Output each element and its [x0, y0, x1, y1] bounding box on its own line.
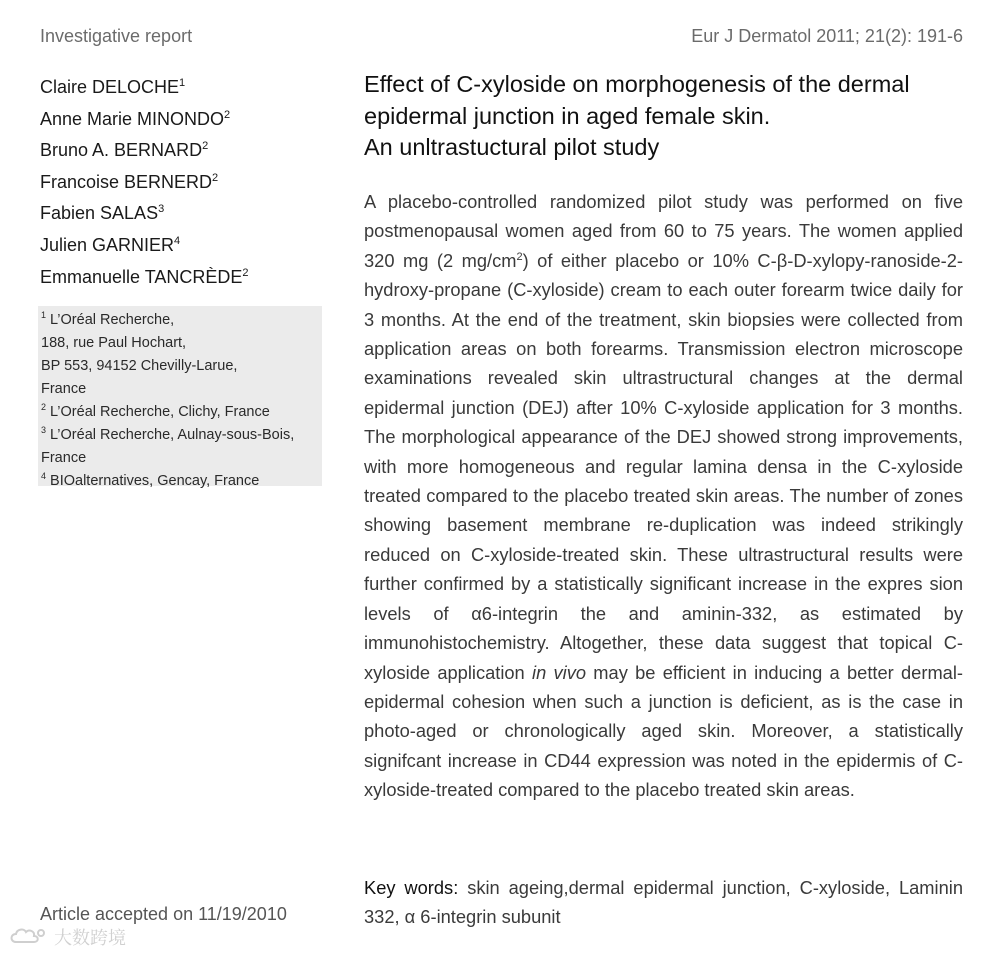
title-line: epidermal junction in aged female skin. — [364, 102, 771, 129]
keywords-text: skin ageing,dermal epidermal junction, C-xyloside, Laminin 332, α 6-integrin subunit — [364, 877, 963, 927]
affiliation-line: 188, rue Paul Hochart, — [41, 335, 187, 351]
affiliation-line: France — [41, 450, 87, 466]
accepted-date: Article accepted on 11/19/2010 — [40, 904, 287, 924]
author: Emmanuelle TANCRÈDE$^2$ — [40, 266, 249, 287]
article-title — [364, 69, 964, 164]
affiliation-line: $^4$ BIOalternatives, Gencay, France — [41, 471, 260, 489]
affiliations-box — [38, 306, 322, 489]
affiliation-line: $^3$ L’Oréal Recherche, Aulnay-sous-Bois, — [41, 425, 295, 443]
title-line: An unltrastuctural pilot study — [364, 134, 660, 160]
title-line: Effect of C-xyloside on morphogenesis of the dermal — [364, 71, 910, 97]
watermark — [8, 924, 126, 950]
section-label: Investigative report — [40, 26, 193, 46]
author: Julien GARNIER$^4$ — [40, 234, 181, 255]
author: Claire DELOCHE$^1$ — [40, 77, 186, 97]
author: Francoise BERNERD$^2$ — [40, 171, 219, 192]
author: Fabien SALAS$^3$ — [40, 203, 165, 224]
author: Bruno A. BERNARD$^2$ — [40, 140, 209, 161]
keywords-label: Key words: — [364, 877, 459, 898]
affiliation-line: $^1$ L’Oréal Recherche, — [41, 310, 175, 328]
abstract: A placebo-controlled randomized pilot study was performed on five postmenopausal women aged from 60 to 75 years. The women applied 320 mg (2 $mg/cm^2$) of either placebo or 10% C-β-D-xylopy-ranoside-2-hydroxy-propane (C-xyloside) cream to each outer forearm twice daily for 3 months. At the end of the treatment, skin biopsies were collected from application areas on both forearms. Transmission electron microscope examinations revealed skin ultrastructural changes at the dermal epidermal junction (DEJ) after 10% C-xyloside application for 3 months. The morphological appearance of the DEJ showed strong improvements, with more homogeneous and regular lamina densa in the C-xyloside treated compared to the placebo treated skin areas. The number of zones showing basement membrane re-duplication was indeed strikingly reduced on C-xyloside-treated skin. These ultrastructural results were further confirmed by a statistically significant increase in the expres sion levels of α6-integrin the and aminin-332, as estimated by immunohistochemistry. Altogether, these data suggest that topical C-xyloside application in vivo may be efficient in inducing a better dermal-epidermal cohesion when such a junction is deficient, as is the case in photo-aged or chronologically aged skin. Moreover, a statistically signifcant increase in CD44 expression was noted in the epidermis of C-xyloside-treated compared to the placebo treated skin areas. — [364, 191, 963, 801]
journal-citation: Eur J Dermatol 2011; 21(2): 191-6 — [691, 26, 963, 46]
affiliation-line: BP 553, 94152 Chevilly-Larue, — [41, 358, 238, 374]
cloud-logo-icon — [8, 926, 48, 948]
affiliation-line: France — [41, 381, 87, 397]
author: Anne Marie MINONDO$^2$ — [40, 108, 231, 129]
watermark-text: 大数跨境 — [54, 928, 126, 948]
author-list — [40, 75, 340, 296]
keywords — [364, 873, 963, 931]
affiliation-line: $^2$ L’Oréal Recherche, Clichy, France — [41, 402, 270, 420]
